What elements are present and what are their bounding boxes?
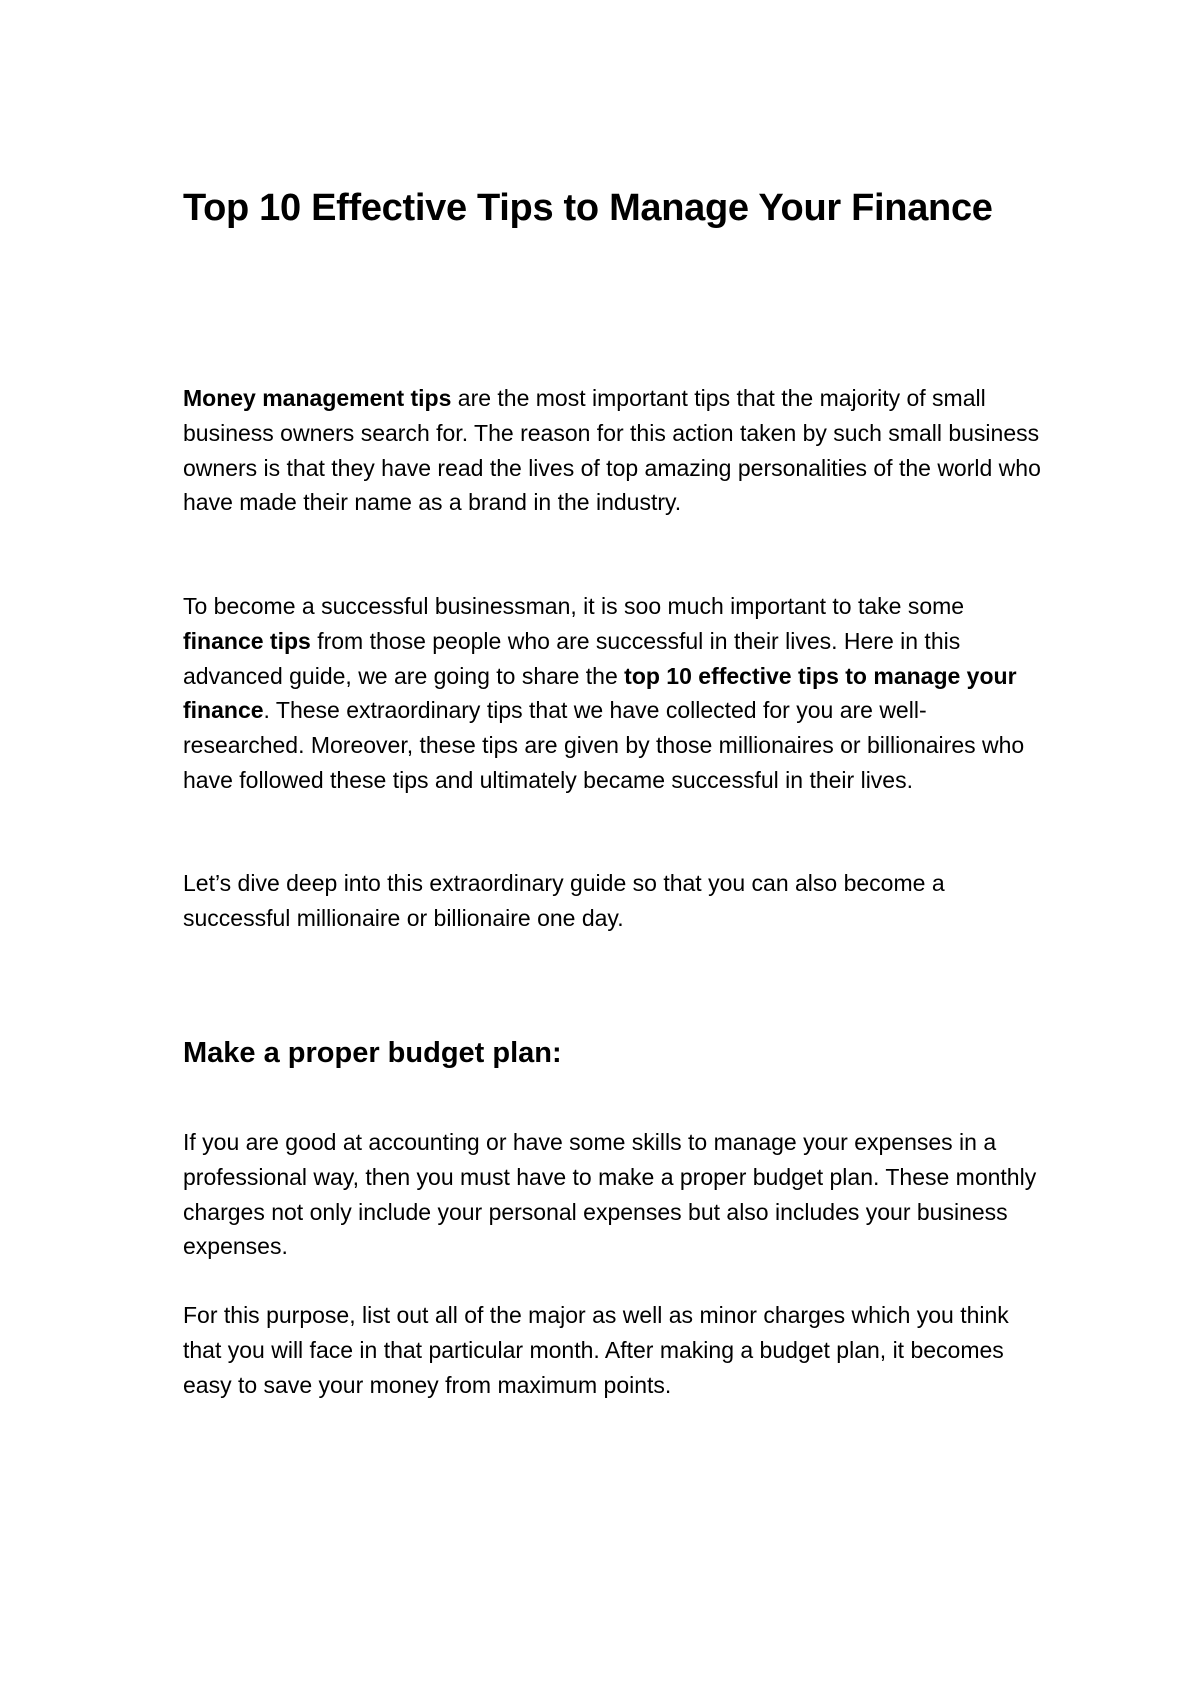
section-heading-budget-plan: Make a proper budget plan: — [183, 1037, 562, 1069]
budget-paragraph-1-text: If you are good at accounting or have some skills to manage your expenses in a professional way, then you must have to make a proper budget plan. These monthly charges not only include your personal expenses but also includes your business expenses. — [183, 1129, 1037, 1260]
intro-paragraph-2-text-b: from those people who are successful in their lives. Here in this advanced guide, we are going to share the — [183, 627, 961, 689]
intro-paragraph-1-text: are the most important tips that the majority of small business owners search for. The reason for this action taken by such small business owners is that they have read the lives of top amazing personalities of the world who have made their name as a brand in the industry. — [183, 385, 1041, 516]
intro-paragraph-2-text-a: To become a successful businessman, it is soo much important to take some — [183, 593, 965, 619]
bold-phrase-finance-tips: finance tips — [183, 627, 311, 654]
intro-paragraph-3 — [183, 866, 1043, 936]
budget-paragraph-1 — [183, 1125, 1043, 1264]
intro-paragraph-1 — [183, 381, 1043, 520]
intro-paragraph-2-text-c: . These extraordinary tips that we have collected for you are well-researched. Moreover, these tips are given by those millionaires or billionaires who have followed these tips and ultimately became successful in their lives. — [183, 697, 1025, 793]
intro-paragraph-2 — [183, 589, 1043, 798]
page-title: Top 10 Effective Tips to Manage Your Finance — [183, 187, 993, 229]
bold-phrase-top-10-tips: top 10 effective tips to manage your finance — [183, 662, 1017, 724]
bold-phrase-money-management-tips: Money management tips — [183, 385, 452, 411]
budget-paragraph-2 — [183, 1298, 1043, 1402]
intro-paragraph-3-text: Let’s dive deep into this extraordinary guide so that you can also become a successful millionaire or billionaire one day. — [183, 870, 945, 931]
budget-paragraph-2-text: For this purpose, list out all of the major as well as minor charges which you think that you will face in that particular month. After making a budget plan, it becomes easy to save your money from maximum points. — [183, 1302, 1009, 1398]
